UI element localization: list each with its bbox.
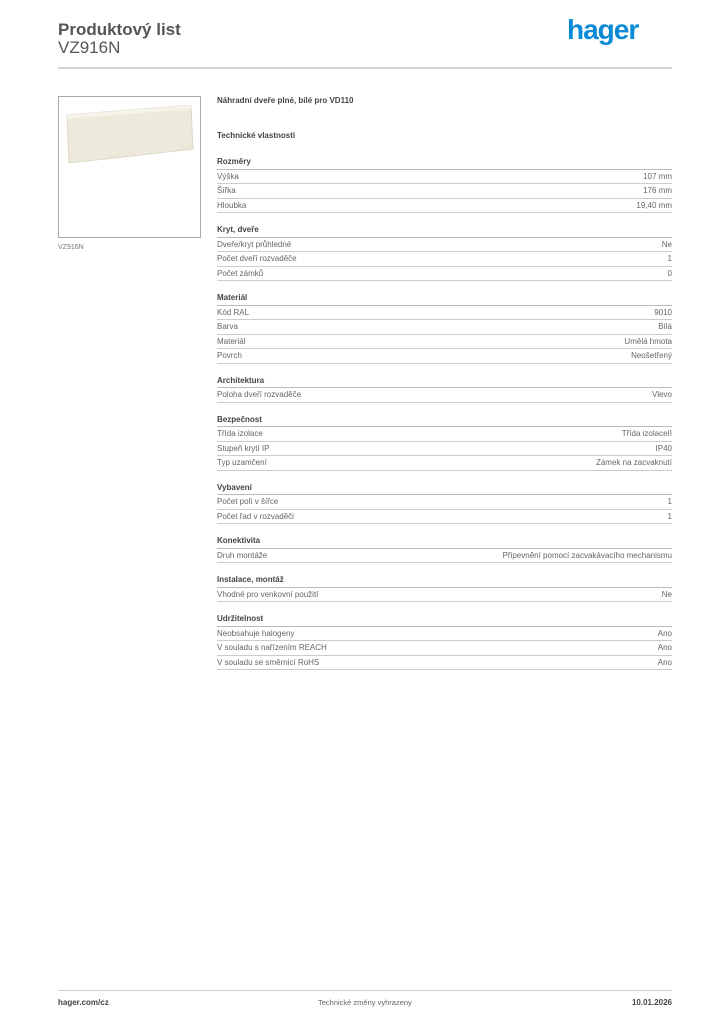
section-heading: Instalace, montáž <box>217 573 672 588</box>
section-heading: Materiál <box>217 291 672 306</box>
spec-row <box>217 238 672 253</box>
spec-row <box>217 549 672 564</box>
spec-label: Počet polí v šířce <box>217 497 279 506</box>
spec-section <box>217 612 672 670</box>
product-description: Náhradní dveře plné, bílé pro VD110 <box>217 96 354 105</box>
spec-row <box>217 388 672 403</box>
spec-value: 1 <box>667 497 672 506</box>
spec-value: Ne <box>661 589 672 599</box>
spec-row <box>217 456 672 471</box>
spec-row <box>217 641 672 656</box>
spec-value: Neošetřený <box>631 351 672 360</box>
spec-value: Umělá hmota <box>624 336 672 346</box>
footer-notice: Technické změny vyhrazeny <box>318 998 412 1007</box>
spec-section <box>217 413 672 471</box>
spec-value: Ano <box>657 643 672 652</box>
spec-label: Šířka <box>217 186 236 195</box>
spec-value: IP40 <box>655 443 672 453</box>
spec-label: V souladu s nařízením REACH <box>217 643 327 652</box>
spec-section <box>217 534 672 563</box>
spec-value: 176 mm <box>643 186 672 195</box>
spec-label: V souladu se směrnicí RoHS <box>217 657 320 667</box>
spec-row <box>217 320 672 335</box>
spec-value: Připevnění pomocí zacvakávacího mechanismu <box>502 550 672 560</box>
section-heading: Konektivita <box>217 534 672 549</box>
product-door-illustration <box>65 105 195 163</box>
spec-label: Materiál <box>217 336 246 346</box>
spec-label: Kód RAL <box>217 307 250 317</box>
spec-value: Vlevo <box>651 390 672 399</box>
section-heading: Architektura <box>217 374 672 389</box>
footer-date: 10.01.2026 <box>631 998 672 1007</box>
spec-row <box>217 199 672 214</box>
spec-label: Typ uzamčení <box>217 458 267 467</box>
spec-section <box>217 223 672 281</box>
spec-value: Ano <box>657 657 672 667</box>
spec-value: Ne <box>661 239 672 249</box>
section-heading: Udržitelnost <box>217 612 672 627</box>
footer-divider <box>58 990 672 991</box>
spec-row <box>217 184 672 199</box>
spec-label: Dveře/kryt průhledné <box>217 239 292 249</box>
spec-section <box>217 155 672 213</box>
section-heading: Kryt, dveře <box>217 223 672 238</box>
spec-label: Počet zámků <box>217 268 264 278</box>
spec-section <box>217 291 672 364</box>
spec-row <box>217 170 672 185</box>
spec-label: Počet řad v rozvaděči <box>217 511 294 521</box>
spec-row <box>217 267 672 282</box>
spec-value: 1 <box>667 254 672 263</box>
spec-label: Počet dveří rozvaděče <box>217 254 297 263</box>
spec-label: Třída izolace <box>217 429 263 438</box>
tech-heading: Technické vlastnosti <box>217 131 296 140</box>
spec-value: Zámek na zacvaknutí <box>595 458 672 467</box>
spec-value: 1 <box>667 511 672 521</box>
spec-label: Neobsahuje halogeny <box>217 628 295 638</box>
spec-value: Bílá <box>658 322 672 331</box>
spec-row <box>217 335 672 350</box>
spec-value: 0 <box>667 268 672 278</box>
spec-row <box>217 627 672 642</box>
spec-label: Hloubka <box>217 200 247 210</box>
image-caption: VZ916N <box>58 244 84 251</box>
spec-label: Poloha dveří rozvaděče <box>217 390 302 399</box>
spec-label: Povrch <box>217 351 242 360</box>
spec-row <box>217 495 672 510</box>
spec-label: Vhodné pro venkovní použití <box>217 589 319 599</box>
spec-label: Barva <box>217 322 238 331</box>
section-heading: Rozměry <box>217 155 672 170</box>
product-image <box>58 96 201 238</box>
page-title: Produktový list <box>58 20 181 39</box>
spec-value: 19,40 mm <box>636 200 672 210</box>
spec-section <box>217 481 672 525</box>
spec-row <box>217 588 672 603</box>
footer-website[interactable]: hager.com/cz <box>58 998 109 1007</box>
spec-value: Ano <box>657 628 672 638</box>
spec-row <box>217 349 672 364</box>
hager-logo: hager <box>567 14 639 45</box>
spec-row <box>217 427 672 442</box>
spec-row <box>217 656 672 671</box>
spec-value: Třída izolaceII <box>621 429 672 438</box>
spec-value: 9010 <box>654 307 672 317</box>
spec-value: 107 mm <box>643 171 672 181</box>
spec-row <box>217 442 672 457</box>
spec-section <box>217 374 672 403</box>
section-heading: Vybavení <box>217 481 672 496</box>
section-heading: Bezpečnost <box>217 413 672 428</box>
header-divider <box>58 67 672 69</box>
spec-row <box>217 306 672 321</box>
spec-label: Druh montáže <box>217 550 268 560</box>
spec-row <box>217 252 672 267</box>
spec-table <box>217 155 672 680</box>
spec-row <box>217 510 672 525</box>
spec-label: Výška <box>217 171 239 181</box>
spec-section <box>217 573 672 602</box>
spec-label: Stupeň krytí IP <box>217 443 270 453</box>
product-code: VZ916N <box>58 38 121 57</box>
